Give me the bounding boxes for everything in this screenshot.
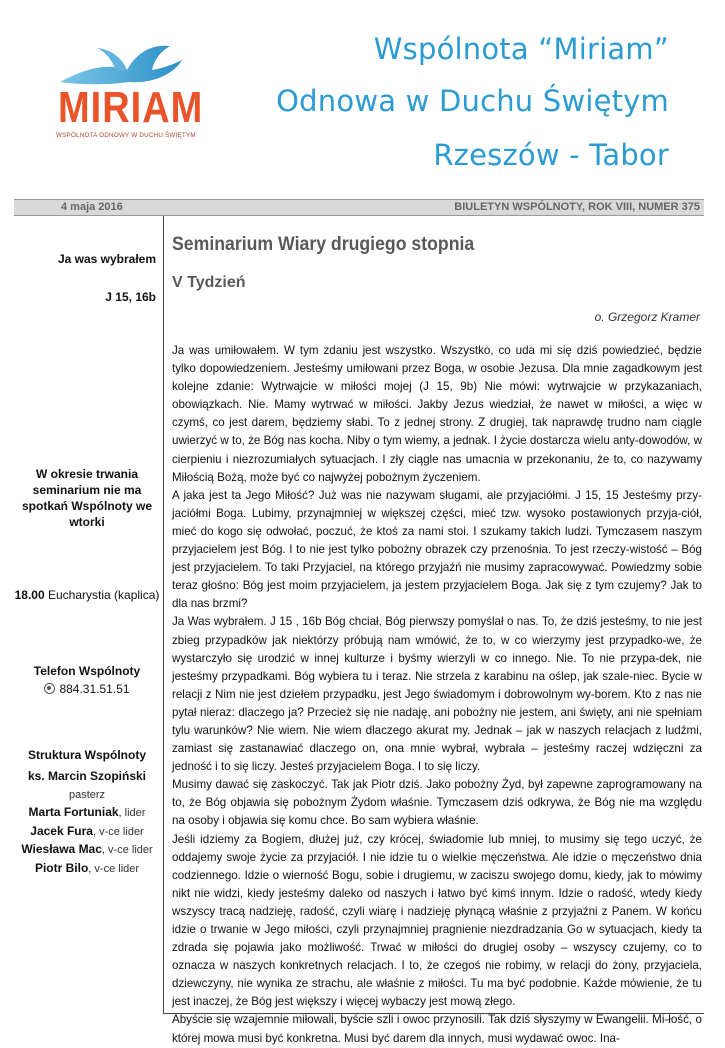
member-row [14,804,160,823]
paragraph: Abyście się wzajemnie miłowali, byście szli i owoc przynosili. Tak dziś słyszymy w Ewangelii. Mi-łość, o której mowa musi być konkretna. Musi być darem dla innych, musi wydawać owoc. Ina- [172,1013,702,1045]
title-line-2: Odnowa w Duchu Świętym [276,84,669,118]
structure-list [14,768,160,878]
masthead [0,0,725,200]
paragraph: Musimy dawać się zaskoczyć. Tak jak Piotr dziś. Jako pobożny Żyd, był zapewne zaprogramowany na to, że Bóg objawia się pobożnym Żydom właśnie. Tymczasem dziś odkrywa, że Bóg nie ma względu na osoby i objawia się komu chce. Bo sam wybiera właśnie. [172,778,702,828]
phone-number: 884.31.51.51 [59,682,130,696]
paragraph: Ja Was wybrałem. J 15 , 16b Bóg chciał, Bóg pierwszy pomyślał o nas. To, że dziś jesteśmy, to nie jest zbieg przypadków jak niektórzy próbują nam wmówić, że to, w co wierzymy jest przypadko-we, że wystarczyło się urodzić w innej kulturze i byśmy wierzyli w co innego. Nie. To nie przypa-dek, nie jesteśmy przypadkami. Bóg wybiera tu i teraz. Nie strzela z karabinu na oślep, jak szale-niec. Bycie w relacji z Nim nie jest dziełem przypadku, jest Jego świadomym i dobrowolnym wy-borem. Kto z nas nie pytał nieraz: dlaczego ja? Przecież się nie nadaję, ani pobożny nie jestem, ani święty, ani nie spełniam tylu warunków? Nie wiem. Nie wiem dlaczego akurat my. Jednak – jak w naszych relacjach z ludźmi, zamiast się zastanawiać dlaczego on, ona mnie wybrał, wybrała – jesteśmy raczej wdzięczni za jedność i to się liczy. Jesteś przyjacielem Boga. I to się liczy. [172,615,702,774]
member-name: Jacek Fura [30,823,93,838]
structure-title: Struktura Wspólnoty [27,748,146,762]
article-title: Seminarium Wiary drugiego stopnia [172,234,475,255]
paragraph: Ja was umiłowałem. W tym zdaniu jest wszystko. Wszystko, co uda mi się dziś powiedzieć, będzie tylko dopowiedzeniem. Jesteśmy umiłowani przez Boga, w osobie Jezusa. Dla mnie zagadkowym jest kolejne zdanie: Wytrwajcie w miłości mojej (J 15, 9b) Nie mówi: wytrwajcie w przykazaniach, obowiązkach. Nie. Mamy wytrwać w miłości. Jakby Jezus wiedział, że nawet w miłości, a więc w czymś, co jest darem, będziemy słabi. To z jednej strony. Z drugiej, tak naprawdę trudno nam ciągle uwierzyć w to, że Bóg nas kocha. Niby o tym wiemy, a jednak. I życie dostarcza wielu anty-dowodów, w cierpieniu i niezrozumiałych sytuacjach. I zły ciągle nas umacnia w przekonaniu, że to, co nazywamy Miłością Bożą, może być co najwyżej pobożnym życzeniem. [172,344,702,484]
member-row [14,860,160,879]
member-name: ks. Marcin Szopiński [27,769,147,783]
member-row [14,841,160,860]
miriam-logo [52,40,204,150]
member-role: , v-ce lider [88,862,140,875]
sidebar-quote-ref: J 15, 16b [105,290,156,304]
issue-band [14,199,704,216]
phone-row [14,682,160,696]
sidebar-notice: W okresie trwania seminarium nie ma spotkań Wspólnoty we wtorki [22,467,153,529]
column-divider [163,216,164,1014]
title-line-1: Wspólnota “Miriam” [373,32,669,66]
member-row [14,768,160,786]
member-name: Wiesława Mac [21,842,102,856]
mass-text: Eucharystia (kaplica) [48,588,160,602]
member-role: , v-ce lider [101,844,153,856]
article-body [172,342,702,1045]
phone-label: Telefon Wspólnoty [33,664,141,678]
logo-subtitle: WSPÓLNOTA ODNOWY W DUCHU ŚWIĘTYM [56,132,196,139]
paragraph: Jeśli idziemy za Bogiem, dłużej już, czy krócej, świadomie lub mniej, to musimy się tego uczyć, że oddajemy swoje życie za przyjaciół. I nie idzie tu o wielkie męczeństwa. Ale idzie o męczeństwo dnia codziennego. Idzie o wierność Bogu, sobie i drugiemu, w zaciszu swojego domu, kiedy, jak to mówimy nikt nie widzi, kiedy jesteśmy daleko od naszych i łatwo być kimś innym. Idzie o radość, wtedy kiedy wszyscy tracą nadzieję, radość, czyli wiarę i nadzieję płynącą właśnie z przyjaźni z Panem. W końcu idzie o trwanie w Jego miłości, czyli przynajmniej pragnienie niezdradzania Go w sytuacjach, kiedy ta zdrada się pojawia jako możliwość. Trwać w miłości do drugiej osoby – wszyscy czujemy, co to oznacza w naszych konkretnych relacjach. I to, że czegoś nie robimy, w relacji do żony, przyjaciela, dziewczyny, nie wynika ze strachu, ale właśnie z miłości. Tu ma być podobnie. Każde mówienie, że tu jest inaczej, że Bóg jest większy i więcej wybaczy jest mową złego. [172,832,702,1009]
paragraph: A jaka jest ta Jego Miłość? Już was nie nazywam sługami, ale przyjaciółmi. J 15, 15 Jesteśmy przy-jaciółmi Boga. Lubimy, przynajmniej w większej części, mieć tzw. wysoko postawionych przyja-ciół, mieć do kogo się odwołać, poczuć, że ktoś za nami stoi. I szukamy takich ludzi. Tymczasem naszym przyjacielem jest Bóg. I to nie jest tylko pobożny obrazek czy przenośnia. To jest rzeczy-wistość – Bóg jest przyjacielem. To taki Przyjaciel, na którego przyjaźń nie musimy zapracowywać. Powiedzmy sobie teraz głośno: Bóg jest moim przyjacielem, ja jestem przyjacielem Boga. Jak się z tym czujemy? Jak to dla nas brzmi? [172,488,702,611]
sidebar-mass [14,588,160,602]
sidebar-quote: Ja was wybrałem [57,252,156,266]
logo-wordmark: MIRIAM [58,84,204,133]
member-role: , lider [118,807,146,819]
member-name: Marta Fortuniak [28,805,119,819]
dove-icon [52,40,192,90]
member-role: pasterz [68,788,106,801]
issue-date: 4 maja 2016 [61,201,123,213]
member-role: , v-ce lider [92,825,144,838]
member-name: Piotr Bilo [34,860,89,875]
title-line-3: Rzeszów - Tabor [433,138,669,172]
member-row [14,823,160,842]
phone-icon [44,683,55,694]
article-author: o. Grzegorz Kramer [594,310,700,324]
member-role-row [14,786,160,805]
mass-time: 18.00 [14,588,45,602]
article-subtitle: V Tydzień [172,274,246,291]
issue-number: BIULETYN WSPÓLNOTY, ROK VIII, NUMER 375 [454,201,700,213]
